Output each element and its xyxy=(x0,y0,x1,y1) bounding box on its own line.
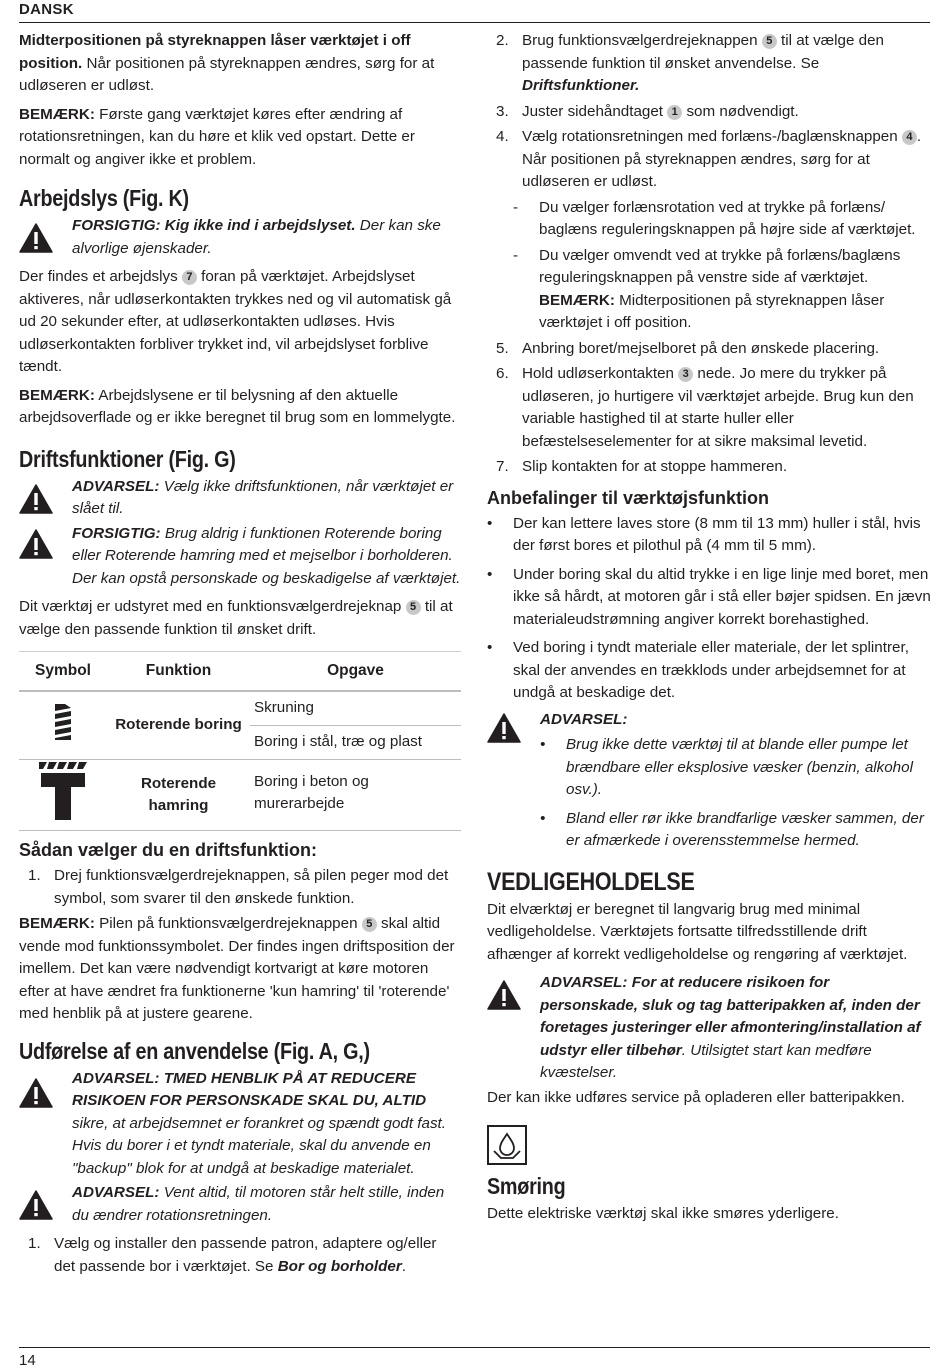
list-item xyxy=(487,637,931,705)
warning-block xyxy=(19,1182,461,1227)
step-number: 1. xyxy=(28,1235,41,1252)
step-number: 2. xyxy=(496,32,509,49)
step-number: 3. xyxy=(496,102,509,120)
warning-block xyxy=(19,476,461,521)
warning-triangle-icon xyxy=(487,980,521,1010)
list-item xyxy=(487,564,931,632)
table-row xyxy=(19,691,461,726)
rotary-drill-icon xyxy=(51,702,75,742)
language-label: DANSK xyxy=(19,1,74,18)
text: skal altid vende mod funktionssymbolet. Der findes ingen driftsposition der imellem. Det kan være nødvendigt kortvarigt at køre motoren efter at have ændret fra funktionerne 'kun hamring' til 'roterende' med henblik på at justere gearene. xyxy=(19,915,455,1022)
list-item xyxy=(487,456,931,479)
paragraph: Dette elektriske værktøj skal ikke smøres yderligere. xyxy=(487,1205,839,1222)
sub-list-item xyxy=(513,245,931,335)
paragraph: Der kan ikke udføres service på opladeren eller batteripakken. xyxy=(487,1088,905,1106)
callout-number: 5 xyxy=(362,917,377,932)
symbol-cell xyxy=(19,691,107,760)
task-cell: Boring i stål, træ og plast xyxy=(250,726,461,760)
callout-number: 1 xyxy=(667,105,682,120)
text: Midterpositionen på styreknappen låser værktøjet i off position. xyxy=(539,291,885,331)
text: Du vælger omvendt ved at trykke på forlæns/baglæns reguleringsknappen på venstre side af værktøjet. xyxy=(539,246,901,286)
page-footer xyxy=(19,1347,930,1369)
section-heading: Smøring xyxy=(487,1173,566,1199)
list-item xyxy=(487,101,931,124)
bold-text: ADVARSEL: xyxy=(540,710,628,728)
dash-marker: - xyxy=(513,246,519,264)
text: Der findes et arbejdslys xyxy=(19,268,182,285)
bold-text: ADVARSEL: For at reducere risikoen for personskade, sluk og tag batteripakken af, inden der foretages justeringer eller afmontering/installation af udstyr eller tilbehør xyxy=(540,974,921,1059)
text: som nødvendigt. xyxy=(682,102,799,120)
callout-number: 5 xyxy=(762,34,777,49)
warning-triangle-icon xyxy=(487,713,521,743)
note-label: BEMÆRK: xyxy=(539,291,615,309)
text: Drej funktionsvælgerdrejeknappen, så pilen peger mod det symbol, som svarer til den ønskede funktion. xyxy=(54,867,449,907)
list-item xyxy=(19,865,461,910)
task-cell: Boring i beton og murerarbejde xyxy=(250,760,461,831)
list-item xyxy=(487,363,931,453)
table-header-row xyxy=(19,652,461,692)
callout-number: 4 xyxy=(902,130,917,145)
callout-number: 5 xyxy=(406,600,421,615)
paragraph xyxy=(19,385,461,430)
list-item xyxy=(487,30,931,98)
text: . Når positionen på styreknappen ændres, sørg for at udløseren er udløst. xyxy=(522,128,922,190)
text: Brug funktionsvælgerdrejeknappen xyxy=(522,32,762,49)
oil-drop-icon xyxy=(487,1125,527,1165)
cross-reference: Bor og borholder xyxy=(277,1257,402,1275)
page-header xyxy=(19,0,930,23)
text: Der kan ske alvorlige øjenskader. xyxy=(72,217,441,257)
task-cell: Skruning xyxy=(250,691,461,726)
text: til at vælge den passende funktion til ønsket anvendelse. Se xyxy=(522,32,884,72)
paragraph xyxy=(19,596,461,641)
column-header: Opgave xyxy=(250,652,461,692)
paragraph: Dit elværktøj er beregnet til langvarig brug med minimal vedligeholdelse. Værktøjets fortsatte tilfredsstillende drift afhænger af korrekt vedligeholdelse og rengøring af værktøjet. xyxy=(487,900,908,963)
step-number: 1. xyxy=(28,867,41,884)
caution-block xyxy=(19,523,461,591)
warning-triangle-icon xyxy=(19,223,53,253)
bold-text: ADVARSEL: TMED HENBLIK PÅ AT REDUCERE RISIKOEN FOR PERSONSKADE SKAL DU, ALTID xyxy=(72,1069,427,1109)
text: Slip kontakten for at stoppe hammeren. xyxy=(522,458,788,475)
section-heading: Udførelse af en anvendelse (Fig. A, G,) xyxy=(19,1037,370,1064)
bullet-marker: • xyxy=(540,809,546,827)
paragraph xyxy=(19,104,461,172)
text: . Utilsigtet start kan medføre kvæstelser. xyxy=(540,1041,872,1081)
bold-text: ADVARSEL: xyxy=(72,477,160,495)
column-header: Funktion xyxy=(107,652,250,692)
text: Du vælger forlænsrotation ved at trykke på forlæns/ baglæns reguleringsknappen på højre side af værktøjet. xyxy=(539,198,916,238)
bold-text: FORSIGTIG: Kig ikke ind i arbejdslyset. xyxy=(72,217,356,234)
text: Hold udløserkontakten xyxy=(522,365,679,382)
left-column xyxy=(19,30,461,1281)
function-cell: Roterende boring xyxy=(107,691,250,760)
callout-number: 3 xyxy=(678,367,693,382)
page-number: 14 xyxy=(19,1352,36,1369)
warning-triangle-icon xyxy=(19,1078,53,1108)
table-row xyxy=(19,760,461,831)
text: til at vælge den passende funktion til ønsket drift. xyxy=(19,598,453,638)
warning-triangle-icon xyxy=(19,1190,53,1220)
text: Vent altid, til motoren står helt stille, inden du ændrer rotationsretningen. xyxy=(72,1184,445,1224)
bullet-marker: • xyxy=(487,639,493,656)
text: Første gang værktøjet køres efter ændring af rotationsretningen, kan du høre et klik ved opstart. Dette er normalt og angiver ikke et problem. xyxy=(19,105,415,168)
warning-triangle-icon xyxy=(19,484,53,514)
text: Ved boring i tyndt materiale eller materiale, der let splintrer, skal der anvendes en trækklods under arbejdsemnet for at undgå at beskadige det. xyxy=(513,639,909,701)
paragraph xyxy=(19,30,461,98)
text: Når positionen på styreknappen ændres, sørg for at udløseren er udløst. xyxy=(19,54,435,94)
symbol-cell xyxy=(19,760,107,831)
function-cell: Roterende hamring xyxy=(107,760,250,831)
list-item xyxy=(487,338,931,361)
dash-marker: - xyxy=(513,198,519,216)
section-heading: Arbejdslys (Fig. K) xyxy=(19,185,189,211)
bullet-marker: • xyxy=(487,514,493,532)
section-heading: VEDLIGEHOLDELSE xyxy=(487,867,695,896)
step-number: 5. xyxy=(496,339,509,357)
text: foran på værktøjet. Arbejdslyset aktiveres, når udløserkontakten trykkes ned og vil automatisk gå ud 20 sekunder efter, at udløserkontakten udløses. Hvis udløserkontakten forbliver trykket ind, vil arbejdslyset forblive tændt. xyxy=(19,268,452,375)
warning-block xyxy=(487,972,931,1085)
function-table xyxy=(19,651,461,831)
text: Der kan lettere laves store (8 mm til 13 mm) huller i stål, hvis der først bores et pilothul på (4 mm til 5 mm). xyxy=(513,514,921,554)
text: Vælg og installer den passende patron, adaptere og/eller det passende bor i værktøjet. Se xyxy=(54,1235,437,1275)
bold-text: Midterpositionen på styreknappen låser værktøjet i off position. xyxy=(19,32,411,72)
text: sikre, at arbejdsemnet er forankret og spændt godt fast. Hvis du borer i et tyndt materiale, skal du anvende en "backup" blok for at undgå at beskadige materialet. xyxy=(72,1114,446,1177)
section-heading: Driftsfunktioner (Fig. G) xyxy=(19,445,236,472)
warning-block xyxy=(487,709,931,859)
text: Pilen på funktionsvælgerdrejeknappen xyxy=(94,915,362,932)
bold-text: FORSIGTIG: xyxy=(72,524,161,542)
text: Vælg rotationsretningen med forlæns-/baglænsknappen xyxy=(522,128,902,145)
paragraph xyxy=(19,913,461,1026)
bold-text: ADVARSEL: xyxy=(72,1184,160,1201)
text: Under boring skal du altid trykke i en lige linje med boret, men ikke så hårdt, at motoren går i stå eller bøjer spidsen. En jævn materialeudstrømning angiver korrekt borehastighed. xyxy=(513,565,931,628)
cross-reference: Driftsfunktioner. xyxy=(522,77,640,94)
list-item xyxy=(19,1233,461,1278)
list-item xyxy=(487,126,931,194)
subsection-heading: Anbefalinger til værktøjsfunktion xyxy=(487,487,770,508)
step-number: 6. xyxy=(496,365,509,382)
text: Brug ikke dette værktøj til at blande eller pumpe let brændbare eller eksplosive væsker (benzin, alkohol osv.). xyxy=(566,736,913,798)
rotary-hammer-icon xyxy=(37,760,89,822)
callout-number: 7 xyxy=(182,270,197,285)
text: Bland eller rør ikke brandfarlige væsker sammen, der er afmærkede i overensstemmelse hermed. xyxy=(566,809,924,849)
warning-block xyxy=(19,1068,461,1181)
text: nede. Jo mere du trykker på udløseren, jo hurtigere vil værktøjet arbejde. Brug kun den variable hastighed til at starte huller eller befæstelseselementer for at sikre maksimal levetid. xyxy=(522,365,914,450)
text: Anbring boret/mejselboret på den ønskede placering. xyxy=(522,339,880,357)
text: Vælg ikke driftsfunktionen, når værktøjet er slået til. xyxy=(72,477,454,517)
text: Dit værktøj er udstyret med en funktionsvælgerdrejeknap xyxy=(19,598,406,615)
list-item xyxy=(540,808,931,853)
text: Juster sidehåndtaget xyxy=(522,102,668,120)
note-label: BEMÆRK: xyxy=(19,105,95,123)
note-label: BEMÆRK: xyxy=(19,915,95,932)
text: . xyxy=(401,1257,406,1275)
step-number: 4. xyxy=(496,128,509,145)
subsection-heading: Sådan vælger du en driftsfunktion: xyxy=(19,840,318,860)
right-column xyxy=(487,30,931,1232)
text: Arbejdslysene er til belysning af den aktuelle arbejdsoverflade og er ikke beregnet til brug som en lommelygte. xyxy=(19,386,456,426)
step-number: 7. xyxy=(496,458,509,475)
text: Brug aldrig i funktionen Roterende boring eller Roterende hamring med et mejselbor i borholderen. Der kan opstå personskade og beskadigelse af værktøjet. xyxy=(72,524,461,587)
caution-block xyxy=(19,215,461,260)
bullet-marker: • xyxy=(540,736,546,753)
sub-list-item xyxy=(513,197,931,242)
bullet-marker: • xyxy=(487,565,493,583)
column-header: Symbol xyxy=(19,652,107,692)
warning-triangle-icon xyxy=(19,529,53,559)
list-item xyxy=(540,734,931,802)
list-item xyxy=(487,513,931,558)
paragraph xyxy=(19,266,461,379)
note-label: BEMÆRK: xyxy=(19,386,95,404)
